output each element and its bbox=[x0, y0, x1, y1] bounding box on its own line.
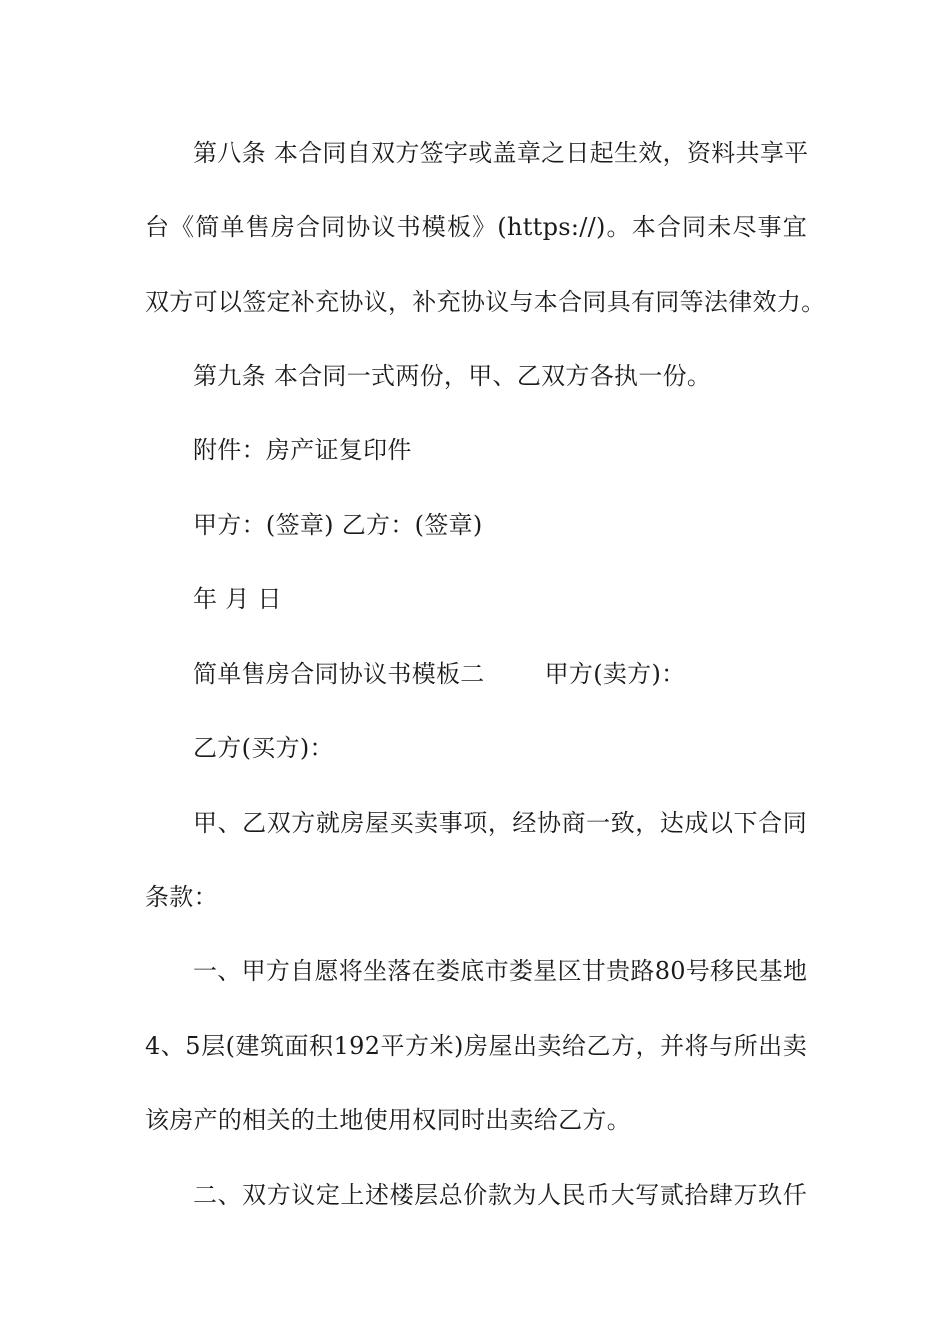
party-b-label: 乙方(买方)： bbox=[193, 734, 334, 762]
text-line: 附件：房产证复印件 bbox=[193, 436, 412, 464]
text-line: 该房产的相关的土地使用权同时出卖给乙方。 bbox=[145, 1106, 631, 1134]
text-line: 甲、乙双方就房屋买卖事项，经协商一致，达成以下合同 bbox=[193, 809, 807, 837]
signature-line: 甲方：(签章) 乙方：(签章) bbox=[193, 511, 483, 539]
text-line: 台《简单售房合同协议书模板》(https://)。本合同未尽事宜 bbox=[145, 213, 807, 241]
text-line: 第九条 本合同一式两份，甲、乙双方各执一份。 bbox=[193, 362, 712, 390]
text-line: 一、甲方自愿将坐落在娄底市娄星区甘贵路80号移民基地 bbox=[193, 957, 808, 985]
section-title-line bbox=[193, 659, 807, 689]
text-line: 4、5层(建筑面积192平方米)房屋出卖给乙方，并将与所出卖 bbox=[145, 1032, 807, 1060]
text-line: 二、双方议定上述楼层总价款为人民币大写贰拾肆万玖仟 bbox=[193, 1181, 807, 1209]
text-line: 双方可以签定补充协议，补充协议与本合同具有同等法律效力。 bbox=[145, 288, 826, 316]
party-a-label: 甲方(卖方)： bbox=[544, 660, 686, 688]
date-line: 年 月 日 bbox=[193, 585, 282, 613]
text-line: 第八条 本合同自双方签字或盖章之日起生效，资料共享平 bbox=[193, 139, 809, 167]
section-title: 简单售房合同协议书模板二 bbox=[193, 660, 485, 688]
text-line: 条款： bbox=[145, 883, 218, 911]
